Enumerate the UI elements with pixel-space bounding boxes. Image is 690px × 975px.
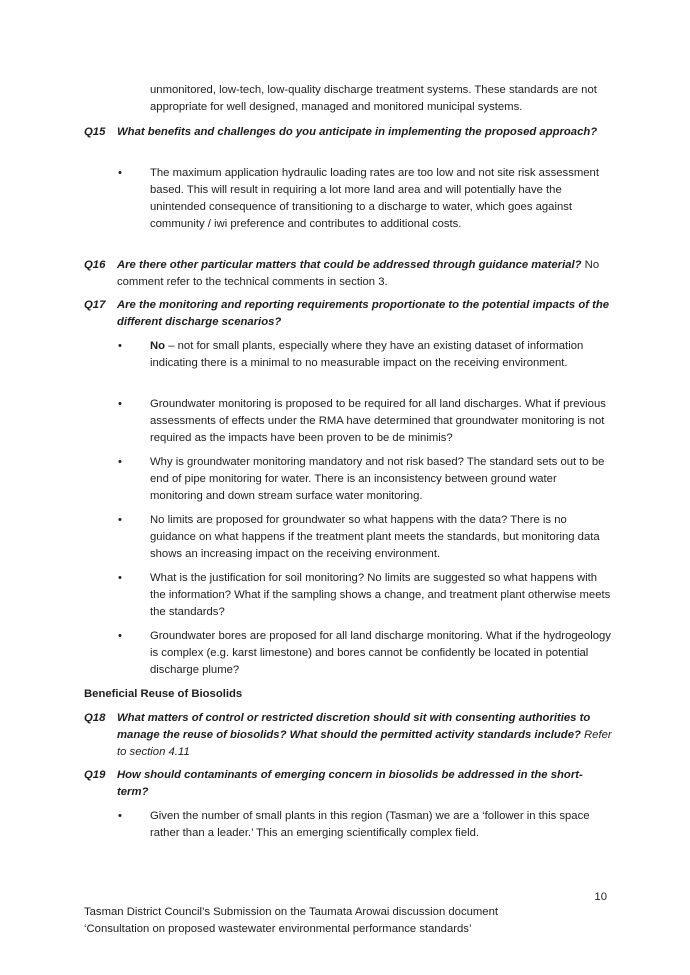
- question-q16: [84, 257, 614, 291]
- bullet-item: [114, 396, 614, 447]
- continuation-paragraph: unmonitored, low-tech, low-quality discharge treatment systems. These standards are not appropriate for well designed, managed and monitored municipal systems.: [150, 84, 597, 113]
- bullet-text: Groundwater bores are proposed for all land discharge monitoring. What if the hydrogeology is complex (e.g. karst limestone) and bores cannot be confidently be located in potential discharge plume?: [150, 630, 611, 676]
- bullet-item: [114, 338, 614, 372]
- question-number: Q19: [84, 769, 106, 781]
- bullet-item: [114, 165, 614, 233]
- bullet-text-rest: – not for small plants, especially where they have an existing dataset of information indicating there is a minimal to no measurable impact on the receiving environment.: [150, 340, 584, 369]
- bullet-text: No limits are proposed for groundwater so what happens with the data? There is no guidance on what happens if the treatment plant meets the standards, but monitoring data shows an increasing impact on the receiving environment.: [150, 514, 600, 560]
- bullet-marker: •: [118, 340, 122, 352]
- bullet-marker: •: [118, 630, 122, 642]
- question-number: Q16: [84, 259, 106, 271]
- bullet-text: Groundwater monitoring is proposed to be required for all land discharges. What if previous assessments of effects under the RMA have determined that groundwater monitoring is not required as the impacts have been proven to be de minimis?: [150, 398, 606, 444]
- question-q19: [84, 767, 614, 801]
- answer-no: No: [150, 340, 166, 352]
- page-footer: [84, 904, 604, 938]
- page-number: 10: [594, 891, 607, 903]
- bullet-text: The maximum application hydraulic loading rates are too low and not site risk assessment based. This will result in requiring a lot more land area and will potentially have the unintended consequence of transitioning to a discharge to water, which goes against community / iwi preference and contributes to additional costs.: [150, 167, 599, 230]
- bullet-text: What is the justification for soil monitoring? No limits are suggested so what happens with the information? What if the sampling shows a change, and treatment plant otherwise meets the standards?: [150, 572, 611, 618]
- footer-line: Tasman District Council’s Submission on the Taumata Arowai discussion document: [84, 906, 498, 918]
- question-number: Q18: [84, 712, 106, 724]
- bullet-item: [114, 454, 614, 505]
- bullet-marker: •: [118, 514, 122, 526]
- bullet-marker: •: [118, 167, 122, 179]
- question-number: Q17: [84, 299, 106, 311]
- bullet-item: [114, 808, 614, 842]
- bullet-item: [114, 570, 614, 621]
- bullet-item: [114, 628, 614, 679]
- answer-text: Refer to section 4.11: [117, 729, 612, 758]
- section-heading: Beneficial Reuse of Biosolids: [84, 688, 243, 700]
- bullet-marker: •: [118, 456, 122, 468]
- question-q17: [84, 297, 614, 331]
- bullet-text: [150, 338, 612, 372]
- bullet-text: Why is groundwater monitoring mandatory and not risk based? The standard sets out to be end of pipe monitoring for water. There is an inconsistency between ground water monitoring and down stream surface water monitoring.: [150, 456, 605, 502]
- question-text: Are the monitoring and reporting requirements proportionate to the potential impacts of the different discharge scenarios?: [117, 299, 610, 328]
- bullet-item: [114, 512, 614, 563]
- question-number: Q15: [84, 126, 106, 138]
- footer-line: ‘Consultation on proposed wastewater environmental performance standards’: [84, 923, 472, 935]
- question-text: How should contaminants of emerging concern in biosolids be addressed in the short-term?: [117, 769, 583, 798]
- bullet-text: Given the number of small plants in this region (Tasman) we are a ‘follower in this space rather than a leader.’ This an emerging scientifically complex field.: [150, 810, 590, 839]
- question-text: Are there other particular matters that could be addressed through guidance material?: [117, 259, 582, 271]
- answer-text: No comment refer to the technical comments in section 3.: [117, 259, 600, 288]
- bullet-marker: •: [118, 810, 122, 822]
- question-q15: [84, 124, 614, 141]
- question-text: What benefits and challenges do you anticipate in implementing the proposed approach?: [117, 126, 598, 138]
- bullet-marker: •: [118, 398, 122, 410]
- question-q18: [84, 710, 614, 761]
- question-text: What matters of control or restricted discretion should sit with consenting authorities to manage the reuse of biosolids? What should the permitted activity standards include?: [117, 712, 591, 741]
- bullet-marker: •: [118, 572, 122, 584]
